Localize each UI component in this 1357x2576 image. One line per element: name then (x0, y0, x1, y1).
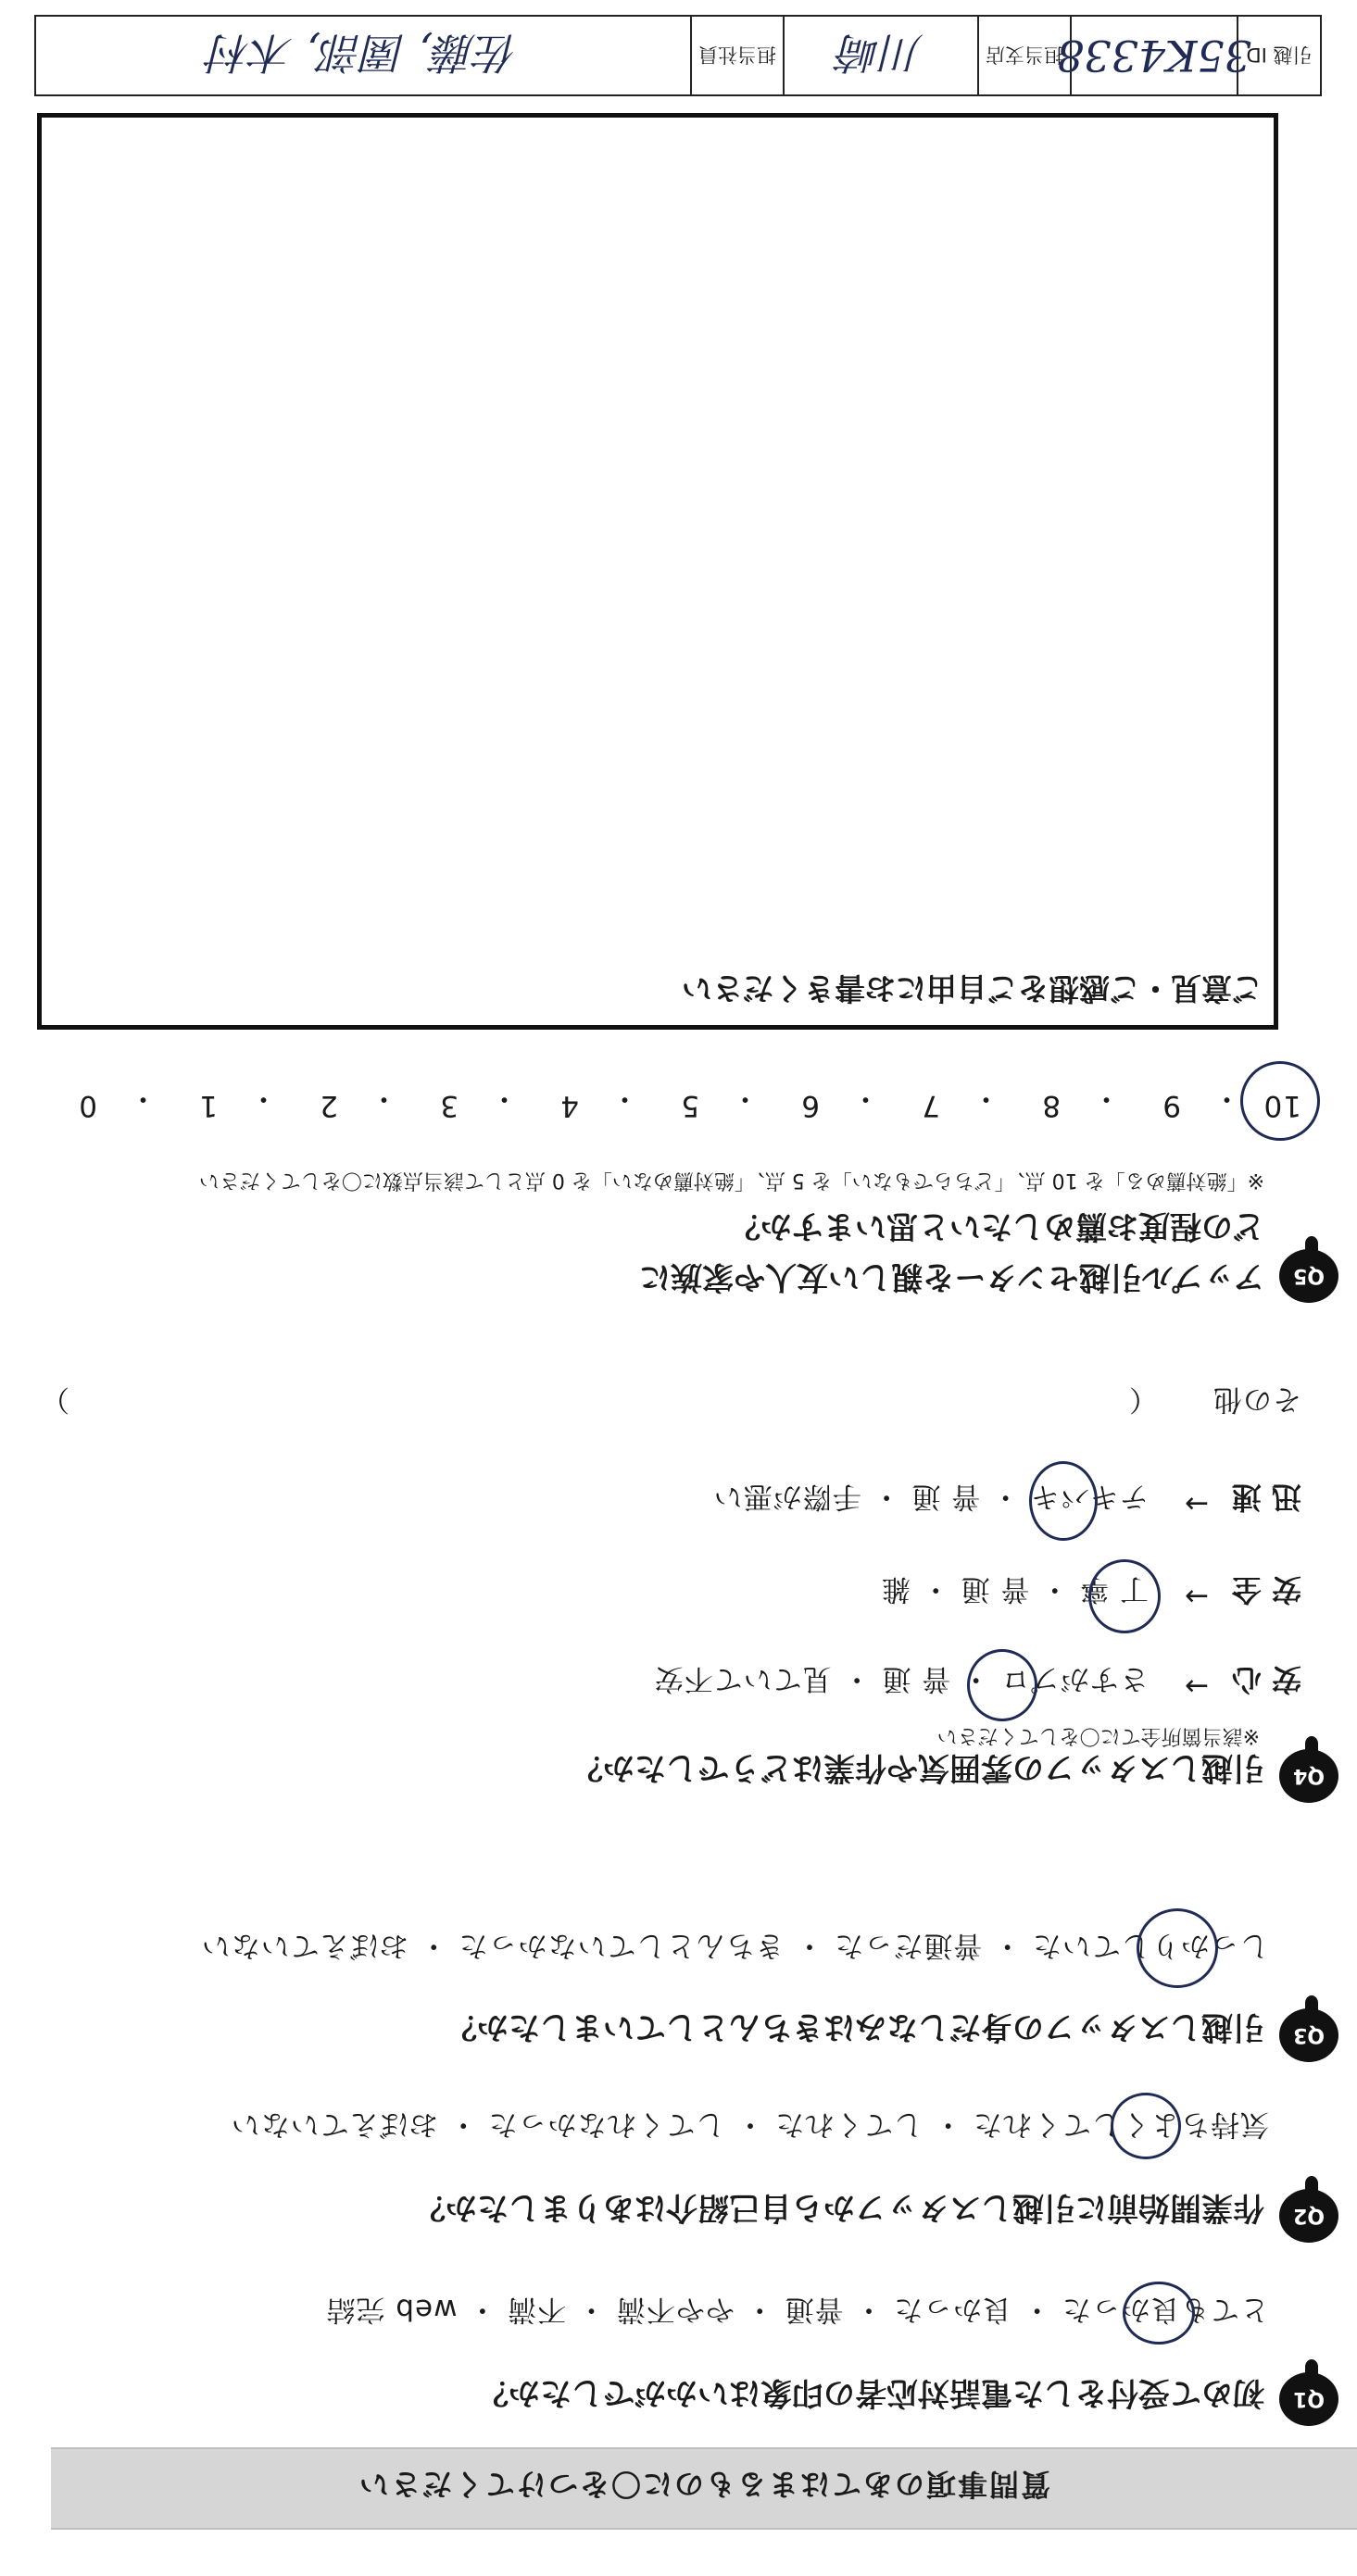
move-id-label: 引越 ID (1237, 17, 1320, 94)
q4-question: 引越しスタッフの雰囲気や作業はどうでしたか？ (572, 1749, 1264, 1786)
score-option-4[interactable]: 4 (559, 1089, 579, 1122)
instruction-text: 質問事項のあてはまるものに〇をつけてください (358, 2467, 1051, 2502)
q5-question-line1: アップル引越センターを親しい友人や家族に (639, 1258, 1264, 1295)
q5-note: ※「絶対薦める」を 10 点、「どちらでもない」を 5 点、「絶対薦めない」を 0 点として該当点数に〇をしてください (198, 1169, 1264, 1192)
q4-row-anshin-label: 安 心 (1231, 1662, 1301, 1697)
q1-options[interactable]: とても良かった ・ 良かった ・ 普通 ・ やや不満 ・ 不満 ・ web 完結 (325, 2293, 1269, 2326)
score-option-7[interactable]: 7 (921, 1089, 940, 1122)
score-separator: ・ (609, 1082, 639, 1115)
q5-question-line2: どの程度お薦めしたいと思いますか？ (729, 1207, 1264, 1244)
score-separator: ・ (248, 1082, 278, 1115)
move-id-value: 35K4338 (1070, 17, 1237, 94)
comment-box-title: ご意見・ご感想をご自由にお書きください (682, 970, 1263, 1007)
q4-row-jinsoku-label: 迅 速 (1231, 1480, 1301, 1515)
q3-answer-circle (1137, 1908, 1218, 1988)
score-separator: ・ (369, 1082, 398, 1115)
q1-answer-circle (1123, 2282, 1195, 2345)
q4-other-open-paren: （ (1128, 1382, 1158, 1416)
score-separator: ・ (971, 1082, 1000, 1115)
q4-row-anzen-label: 安 全 (1231, 1572, 1301, 1607)
score-separator: ・ (489, 1082, 519, 1115)
q4-badge: Q4 (1279, 1749, 1338, 1803)
score-separator: ・ (1091, 1082, 1121, 1115)
staff-value: 佐藤, 園部, 木村 (207, 28, 519, 78)
score-option-2[interactable]: 2 (319, 1089, 338, 1122)
q2-options[interactable]: 気持ちよくしてくれた ・ してくれた ・ してくれなかった ・ おぼえていない (230, 2107, 1269, 2141)
q4-row-anzen-options[interactable]: 丁 寧 ・ 普 通 ・ 雑 (880, 1572, 1149, 1606)
score-option-9[interactable]: 9 (1162, 1089, 1181, 1122)
q2-answer-circle (1111, 2093, 1181, 2159)
score-option-6[interactable]: 6 (800, 1089, 820, 1122)
score-separator: ・ (850, 1082, 880, 1115)
q4-row-jinsoku-arrow: → (1184, 1487, 1209, 1520)
score-separator: ・ (730, 1082, 760, 1115)
q5-answer-circle (1240, 1061, 1320, 1141)
score-separator: ・ (1212, 1082, 1241, 1115)
instruction-band (51, 2447, 1357, 2530)
comment-box[interactable] (37, 113, 1278, 1030)
score-option-5[interactable]: 5 (680, 1089, 699, 1122)
score-separator: ・ (128, 1082, 157, 1115)
q5-badge: Q5 (1279, 1249, 1338, 1303)
header-table (34, 15, 1322, 96)
q4-row-anzen-arrow: → (1184, 1580, 1209, 1613)
q4-anzen-circle (1088, 1559, 1161, 1633)
score-option-10[interactable]: 10 (1263, 1089, 1301, 1122)
q4-other-close-paren: ） (40, 1382, 69, 1416)
q3-options[interactable]: しっかりしていた ・ 普通だった ・ きちんとしていなかった ・ おぼえていない (200, 1929, 1269, 1962)
q1-badge: Q1 (1279, 2372, 1338, 2426)
q4-anshin-circle (967, 1649, 1037, 1721)
score-option-1[interactable]: 1 (198, 1089, 218, 1122)
q1-question: 初めて受付をした電話対応者の印象はいかがでしたか？ (477, 2374, 1264, 2411)
branch-label: 担当支店 (977, 17, 1070, 94)
q3-question: 引越しスタッフの身だしなみはきちんとしていましたか？ (446, 2008, 1264, 2045)
q4-note: ※該当箇所全てに〇をしてください (936, 1724, 1260, 1747)
q2-question: 作業開始前に引越しスタッフから自己紹介はありましたか？ (414, 2189, 1264, 2226)
score-option-8[interactable]: 8 (1041, 1089, 1061, 1122)
q4-jinsoku-circle (1029, 1461, 1098, 1541)
q4-row-anshin-options[interactable]: さすがプロ ・ 普 通 ・ 見ていて不安 (653, 1662, 1149, 1695)
staff-label: 担当社員 (690, 17, 783, 94)
q2-badge: Q2 (1279, 2189, 1338, 2243)
q4-other-label: その他 (1213, 1382, 1301, 1416)
score-option-3[interactable]: 3 (439, 1089, 459, 1122)
q4-row-anshin-arrow: → (1184, 1669, 1209, 1703)
q3-badge: Q3 (1279, 2008, 1338, 2062)
branch-value: 川崎 (783, 17, 977, 94)
q4-row-jinsoku-options[interactable]: テキパキ ・ 普 通 ・ 手際が悪い (712, 1480, 1149, 1513)
score-option-0[interactable]: 0 (78, 1089, 97, 1122)
